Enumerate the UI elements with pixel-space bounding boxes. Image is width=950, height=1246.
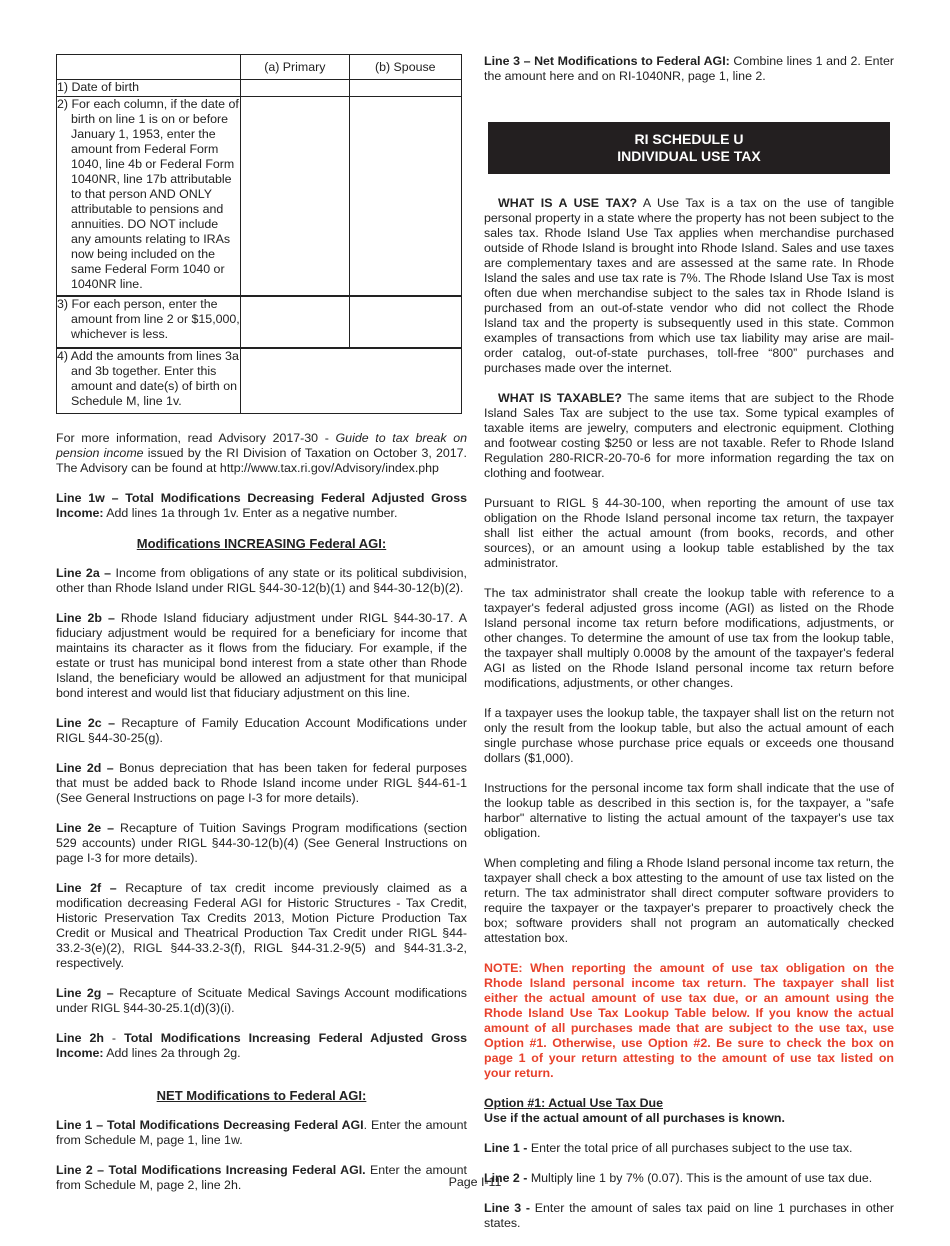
advisory-paragraph: For more information, read Advisory 2017-30 - Guide to tax break on pension income issued by the RI Division of Taxation on October 3, 2017. The Advisory can be found at http://www.tax.ri.gov/Advisory/index.php: [56, 431, 467, 475]
page-number: Page I-11: [448, 1175, 502, 1189]
line2c-paragraph: Line 2c – Recapture of Family Education Account Modifications under RIGL §44-30-25(g).: [56, 716, 468, 745]
line2e-paragraph: Line 2e – Recapture of Tuition Savings Program modifications (section 529 accounts) under RIGL §44-30-12(b)(4) (See General Instructions on page I-3 for more details).: [56, 821, 467, 865]
row4-total-cell[interactable]: [241, 348, 462, 414]
table-row: [57, 80, 462, 97]
line3-paragraph: Line 3 – Net Modifications to Federal AGI: Combine lines 1 and 2. Enter the amount here and on RI-1040NR, page 1, line 2.: [484, 54, 894, 83]
banner-subtitle: INDIVIDUAL USE TAX: [617, 148, 761, 164]
rigl-paragraph: Pursuant to RIGL § 44-30-100, when reporting the amount of use tax obligation on the Rhode Island personal income tax return, the taxpayer shall list either the actual amount (from books, records, and other sources), or an amount using a lookup table established by the tax administrator.: [484, 496, 894, 570]
col-spouse-header: (b) Spouse: [349, 55, 461, 80]
table-row: [57, 296, 462, 348]
net-heading: NET Modifications to Federal AGI:: [156, 1088, 367, 1103]
table-row: [57, 97, 462, 297]
left-column: [56, 54, 467, 1208]
line2f-paragraph: Line 2f – Recapture of tax credit income previously claimed as a modification decreasing Federal AGI for Historic Structures - Tax Credit, Historic Preservation Tax Credits 2013, Motion Picture Production Tax Credit or Musical and Theatrical Production Tax Credit under RIGL §44-33.2-3(e)(2), RIGL §44-33.2-3(f), RIGL §44-31.2-9(5) and §44-31.3-2, respectively.: [56, 881, 467, 970]
note-paragraph: NOTE: When reporting the amount of use tax obligation on the Rhode Island personal income tax return. The taxpayer shall list either the actual amount of use tax due, or an amount using the Rhode Island Use Tax Lookup Table below. If you know the actual amount of all purchases made that are subject to the use tax, use Option #1. Otherwise, use Option #2. Be sure to check the box on page 1 of your return attesting to the amount of use tax listed on your return.: [484, 961, 894, 1080]
option-line2-paragraph: Line 2 - Multiply line 1 by 7% (0.07). This is the amount of use tax due.: [484, 1171, 873, 1185]
row3-spouse-cell[interactable]: [349, 296, 461, 348]
row1-primary-cell[interactable]: [241, 80, 349, 97]
option-line1-paragraph: Line 1 - Enter the total price of all purchases subject to the use tax.: [484, 1141, 853, 1155]
line2a-paragraph: Line 2a – Income from obligations of any state or its political subdivision, other than Rhode Island under RIGL §44-30-12(b)(1) and §44-30-12(b)(2).: [56, 566, 468, 595]
row2-spouse-cell[interactable]: [349, 97, 461, 297]
what-is-taxable-paragraph: WHAT IS TAXABLE? The same items that are subject to the Rhode Island Sales Tax are subject to the use tax. Some typical examples of taxable items are jewelry, computers and electronic equipment. Clothing and footwear costing $250 or less are not taxable. Refer to Rhode Island Regulation 280-RICR-20-70-6 for more information regarding the tax on clothing and footwear.: [484, 391, 894, 480]
table-header-row: [57, 55, 462, 80]
lookup-table-use-paragraph: If a taxpayer uses the lookup table, the taxpayer shall list on the return not only the result from the lookup table, but also the actual amount of each single purchase whose purchase price equals or exceeds one thousand dollars ($1,000).: [484, 706, 894, 765]
lookup-table-admin-paragraph: The tax administrator shall create the lookup table with reference to a taxpayer's federal adjusted gross income (AGI) as listed on the Rhode Island personal income tax return before modifications, adjustments, or other changes. To determine the amount of use tax from the lookup table, the taxpayer shall multiply 0.0008 by the amount of the taxpayer's federal AGI as listed on the Rhode Island personal income tax return before modifications, adjustments, or other changes.: [484, 586, 894, 690]
table-row: [57, 348, 462, 414]
filing-paragraph: When completing and filing a Rhode Island personal income tax return, the taxpayer shall check a box attesting to the amount of use tax listed on the return. The tax administrator shall direct computer software providers to require the taxpayer or the taxpayer's preparer to proactively check the box; software providers shall not program an automatically checked attestation box.: [484, 856, 894, 945]
row1-spouse-cell[interactable]: [349, 80, 461, 97]
option1-subheading: Use if the actual amount of all purchases is known.: [484, 1111, 785, 1125]
option1-heading: Option #1: Actual Use Tax Due: [484, 1096, 664, 1110]
row3-label: 3) For each person, enter the amount from line 2 or $15,000, whichever is less.: [57, 297, 240, 341]
row1-label: 1) Date of birth: [57, 80, 139, 94]
line1w-paragraph: Line 1w – Total Modifications Decreasing Federal Adjusted Gross Income: Add lines 1a through 1v. Enter as a negative number.: [56, 491, 467, 520]
line2b-paragraph: Line 2b – Rhode Island fiduciary adjustment under RIGL §44-30-17. A fiduciary adjustment would be required for a beneficiary for income that maintains its character as it flows from the fiduciary. For example, if the estate or trust has municipal bond interest from a state other than Rhode Island, the beneficiary would be allowed an adjustment for that municipal bond interest and would list that fiduciary adjustment on this line.: [56, 611, 467, 700]
line1-paragraph: Line 1 – Total Modifications Decreasing Federal AGI. Enter the amount from Schedule M, page 1, line 1w.: [56, 1118, 467, 1147]
banner-title: RI SCHEDULE U: [634, 131, 744, 147]
row3-primary-cell[interactable]: [241, 296, 349, 348]
line2g-paragraph: Line 2g – Recapture of Scituate Medical Savings Account modifications under RIGL §44-30-25.1(d)(3)(i).: [56, 986, 467, 1015]
right-column: [484, 54, 894, 1246]
row4-label: 4) Add the amounts from lines 3a and 3b together. Enter this amount and date(s) of birth on Schedule M, line 1v.: [57, 349, 239, 408]
what-is-use-tax-paragraph: WHAT IS A USE TAX? A Use Tax is a tax on the use of tangible personal property in a state where the property has not been subject to the sales tax. Rhode Island Use Tax applies when merchandise purchased outside of Rhode Island is brought into Rhode Island. Sales and use taxes are complementary taxes and are assessed at the same rate. In Rhode Island the sales and use tax rate is 7%. The Rhode Island Use Tax is most often due when merchandise subject to the sales tax in Rhode Island is purchased from an out-of-state vendor who did not collect the Rhode Island tax and the property is subsequently used in this state. Common examples of transactions from which use tax liability may arise are mail-order catalog, out-of-state purchases, toll-free “800” purchases and purchases made over the internet.: [484, 196, 894, 375]
schedule-u-banner: [488, 122, 890, 174]
increasing-heading: Modifications INCREASING Federal AGI:: [136, 536, 387, 551]
row2-primary-cell[interactable]: [241, 97, 349, 297]
pension-table: [56, 54, 462, 414]
option-line3-paragraph: Line 3 - Enter the amount of sales tax paid on line 1 purchases in other states.: [484, 1201, 895, 1230]
col-primary-header: (a) Primary: [241, 55, 349, 80]
line2-paragraph: Line 2 – Total Modifications Increasing Federal AGI. Enter the amount from Schedule M, page 2, line 2h.: [56, 1163, 467, 1192]
table-header-blank: [57, 55, 241, 80]
row2-label: 2) For each column, if the date of birth on line 1 is on or before January 1, 1953, enter the amount from Federal Form 1040, line 4b or Federal Form 1040NR, line 17b attributable to that person AND ONLY attributable to pensions and annuities. DO NOT include any amounts relating to IRAs now being included on the same Federal Form 1040 or 1040NR line.: [57, 97, 239, 291]
line2h-paragraph: Line 2h - Total Modifications Increasing Federal Adjusted Gross Income: Add lines 2a through 2g.: [56, 1031, 467, 1060]
line2d-paragraph: Line 2d – Bonus depreciation that has been taken for federal purposes that must be added back to Rhode Island income under RIGL §44-61-1 (See General Instructions on page I-3 for more details).: [56, 761, 467, 805]
advisory-title: Guide to tax break on pension income: [56, 431, 467, 460]
instructions-paragraph: Instructions for the personal income tax form shall indicate that the use of the lookup table as described in this section is, for the taxpayer, a "safe harbor" alternative to listing the actual amount of the taxpayer's use tax obligation.: [484, 781, 894, 840]
